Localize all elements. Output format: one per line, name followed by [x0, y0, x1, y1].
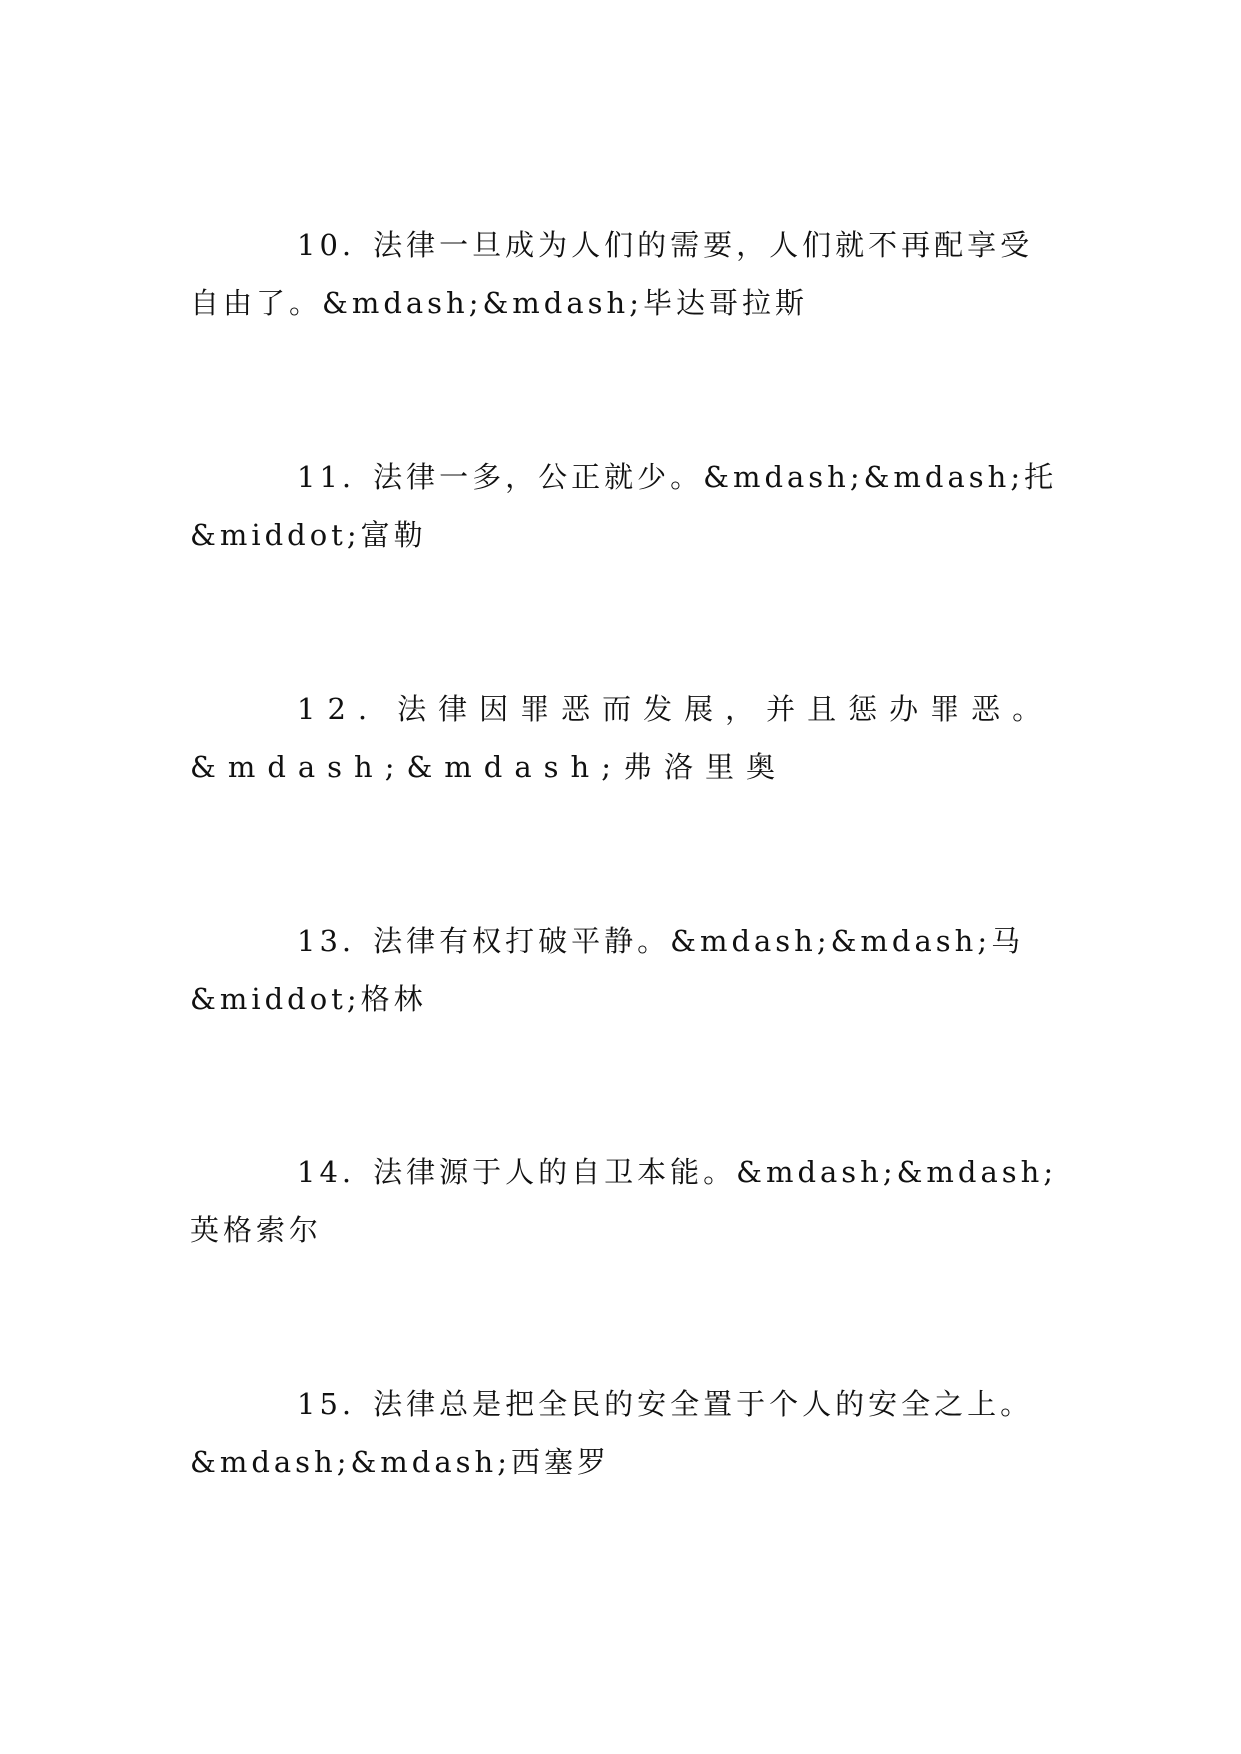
quote-text: 法律因罪恶而发展，并且惩办罪恶。&mdash;&mdash;弗洛里奥: [190, 692, 1054, 784]
quote-14: [190, 1143, 1060, 1259]
quote-text: 法律总是把全民的安全置于个人的安全之上。&mdash;&mdash;西塞罗: [190, 1387, 1034, 1479]
quote-text: 法律一多，公正就少。&mdash;&mdash;托&middot;富勒: [190, 460, 1058, 552]
quote-number: 14.: [297, 1155, 356, 1189]
quote-10: [190, 216, 1060, 332]
quote-15: [190, 1375, 1060, 1491]
quote-13: [190, 912, 1060, 1028]
quote-text: 法律源于人的自卫本能。&mdash;&mdash;英格索尔: [190, 1155, 1058, 1247]
quote-number: 10.: [297, 228, 356, 262]
quote-number: 13.: [297, 924, 356, 958]
quote-number: 11.: [297, 460, 356, 494]
quote-number: 15.: [297, 1387, 356, 1421]
quote-text: 法律有权打破平静。&mdash;&mdash;马&middot;格林: [190, 924, 1025, 1016]
quote-number: 12.: [297, 692, 380, 726]
quote-text: 法律一旦成为人们的需要，人们就不再配享受自由了。&mdash;&mdash;毕达哥拉斯: [190, 228, 1034, 320]
quote-11: [190, 448, 1060, 564]
quote-12: [190, 680, 1060, 796]
